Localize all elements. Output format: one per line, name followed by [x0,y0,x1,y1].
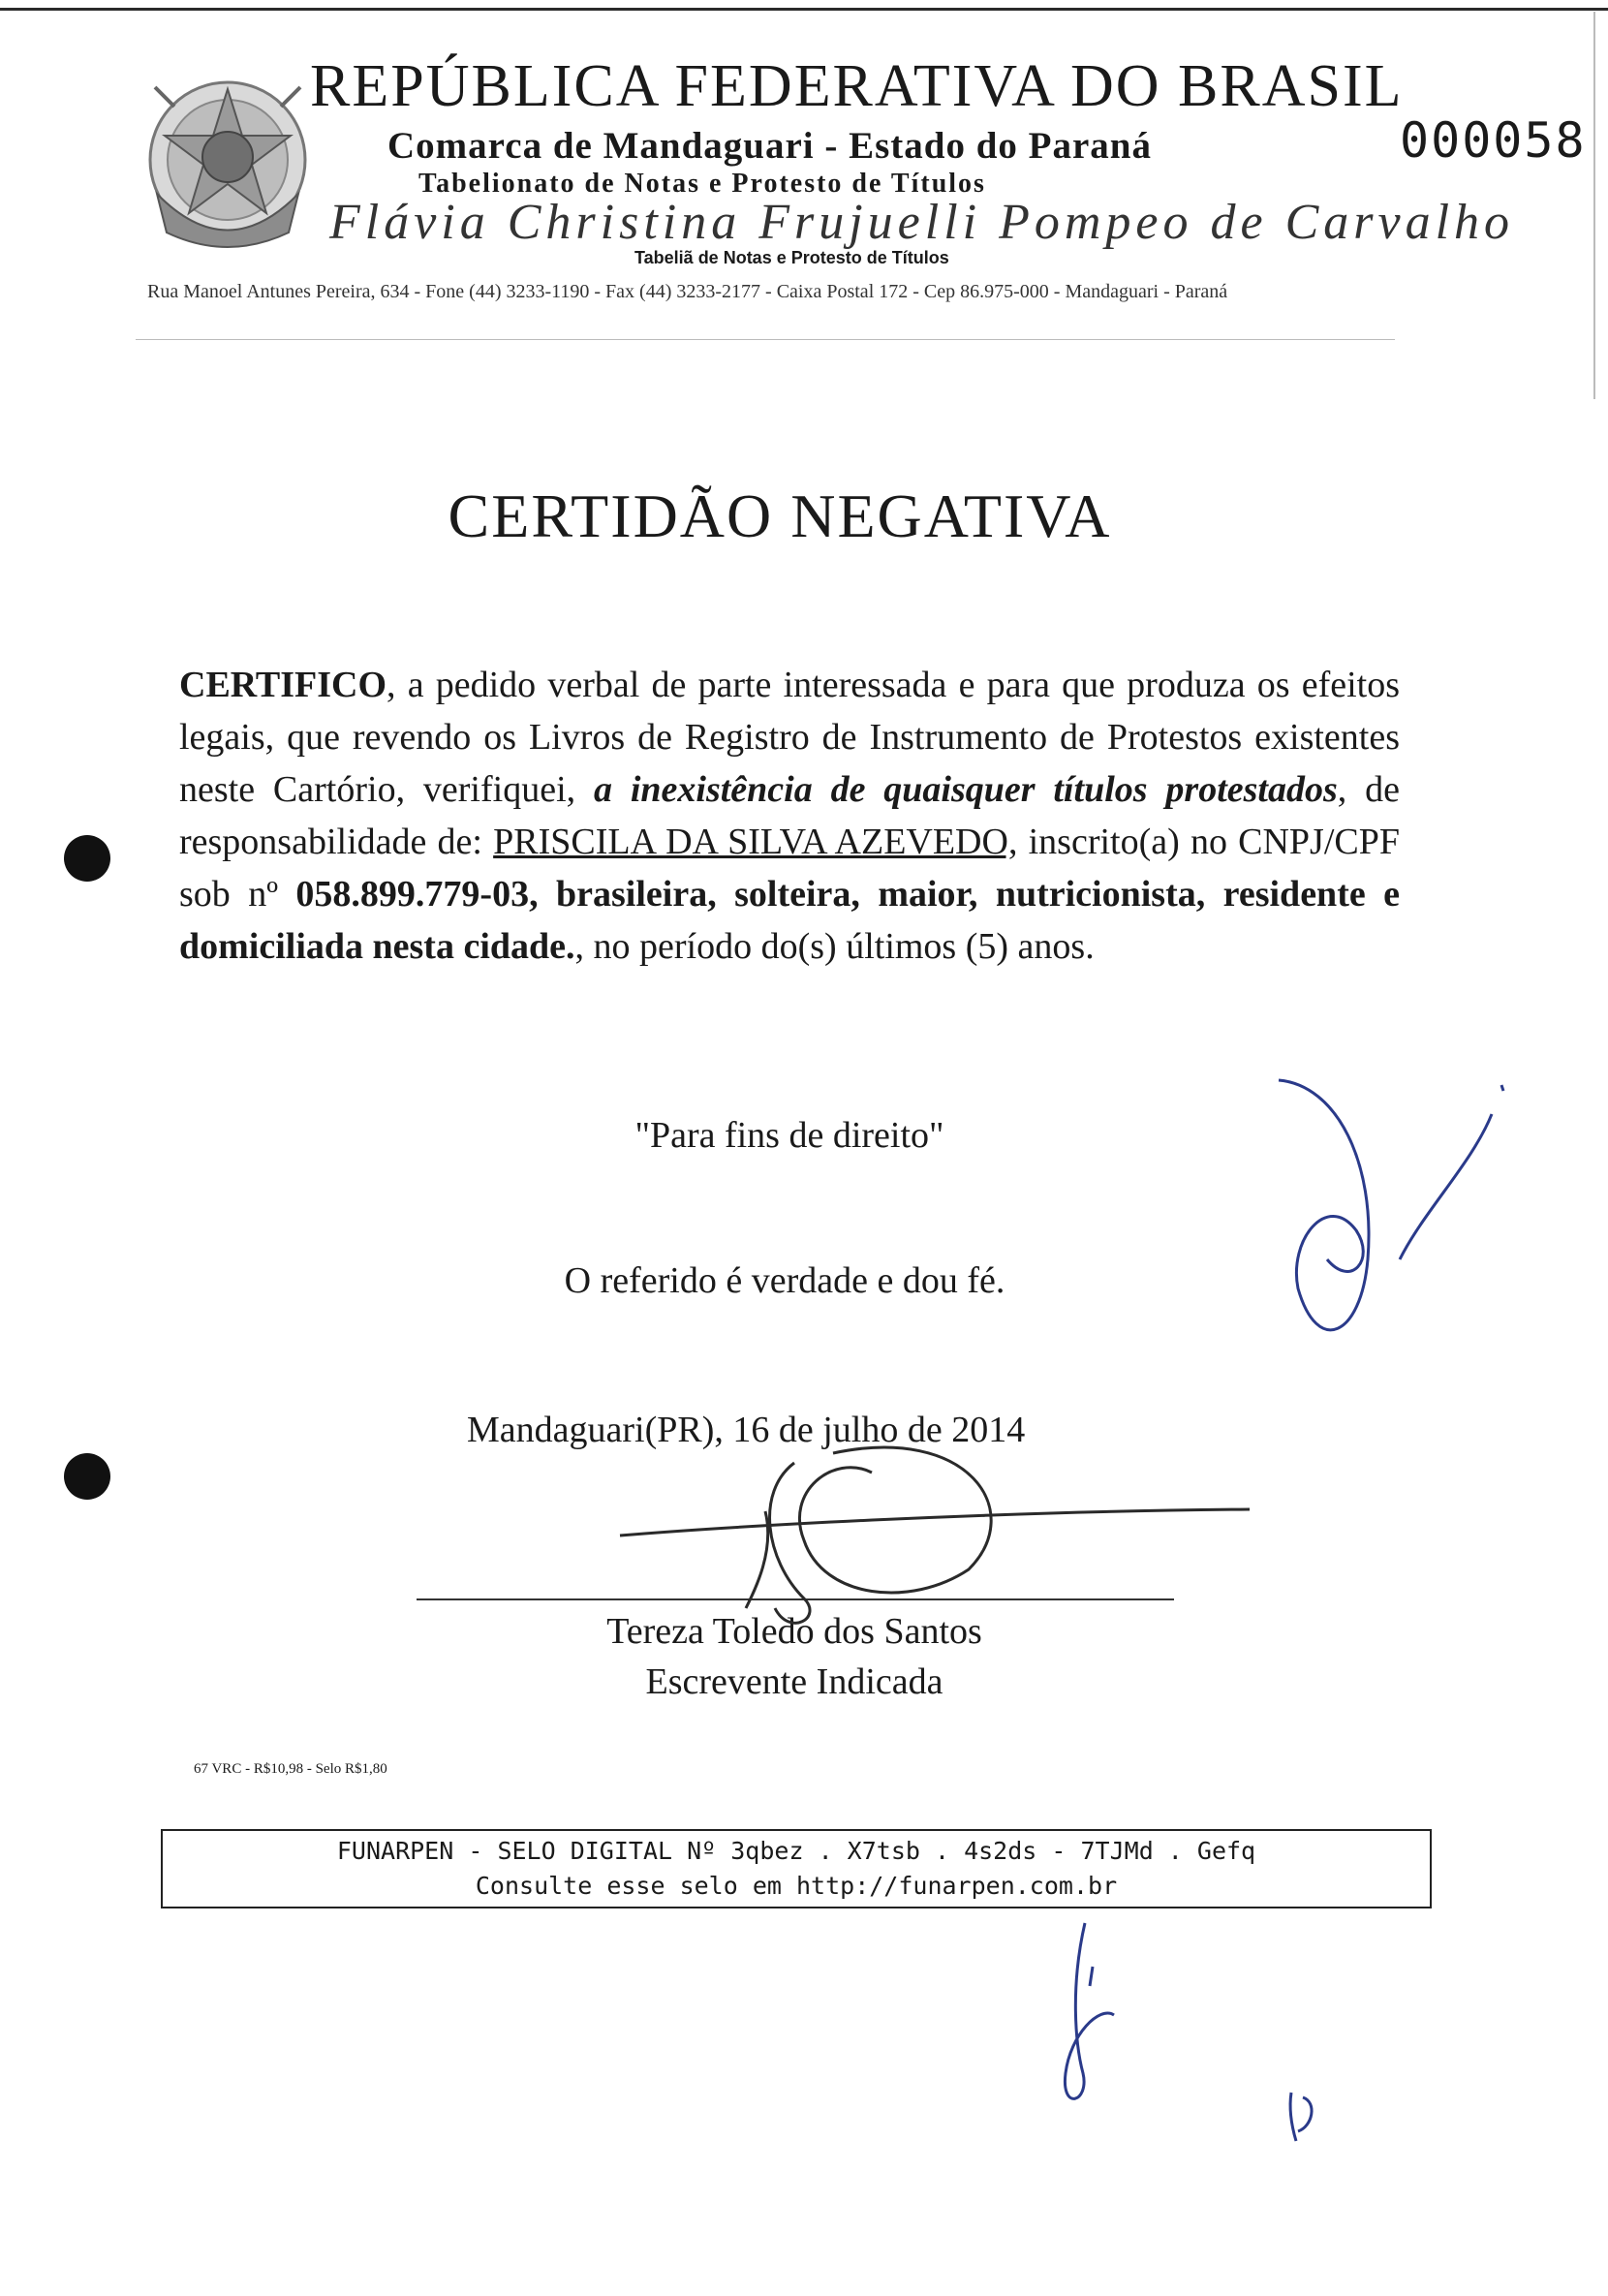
inexistence-statement: a inexistência de quaisquer títulos protestados [593,769,1338,810]
top-border-line [0,8,1608,11]
national-coat-of-arms-emblem [136,68,320,262]
notary-name-script: Flávia Christina Frujuelli Pompeo de Carvalho [329,195,1515,250]
body-text-part-4: , no período do(s) últimos (5) anos. [574,926,1095,967]
republic-title: REPÚBLICA FEDERATIVA DO BRASIL [310,53,1404,119]
body-text-part-1: , a pedido verbal de parte interessada e para que produza os efeitos legais, que revendo os Livros de Registro de Instrumento de Protestos existentes neste Cartório, verifiquei, [179,665,1400,810]
place-and-date: Mandaguari(PR), 16 de julho de 2014 [467,1410,1026,1450]
page-number: 000058 [1400,112,1587,169]
signature-scribble-icon [620,1447,1250,1623]
digital-seal-number: FUNARPEN - SELO DIGITAL Nº 3qbez . X7tsb . 4s2ds - 7TJMd . Gefq [336,1837,1256,1865]
digital-seal-url: Consulte esse selo em http://funarpen.com.br [475,1872,1118,1900]
notary-role: Tabeliã de Notas e Protesto de Títulos [634,248,949,267]
right-edge-line [1593,12,1595,399]
tabelionato-line: Tabelionato de Notas e Protesto de Títulos [418,169,986,199]
para-fins-de-direito: "Para fins de direito" [634,1115,944,1156]
punch-hole-bottom [64,1453,110,1500]
office-address: Rua Manoel Antunes Pereira, 634 - Fone (44) 3233-1190 - Fax (44) 3233-2177 - Caixa Postal 172 - Cep 86.975-000 - Mandaguari - Paraná [147,281,1228,302]
dou-fe-statement: O referido é verdade e dou fé. [564,1260,1005,1301]
person-details: 058.899.779-03, brasileira, solteira, maior, nutricionista, residente e domiciliada nesta cidade. [179,874,1400,967]
signature-line [417,1598,1174,1600]
body-text-part-3: inscrito(a) no CNPJ/CPF sob nº [179,822,1400,915]
signer-role: Escrevente Indicada [645,1661,943,1702]
document-title: CERTIDÃO NEGATIVA [448,481,1112,550]
certificate-body [179,659,1400,973]
certifico-keyword: CERTIFICO [179,665,387,705]
header-divider [136,339,1395,340]
signer-block [0,1606,1589,1707]
fees-line: 67 VRC - R$10,98 - Selo R$1,80 [194,1761,387,1777]
body-text-part-2: , de responsabilidade de: [179,769,1400,862]
punch-hole-top [64,835,110,882]
comarca-subtitle: Comarca de Mandaguari - Estado do Paraná [387,125,1152,167]
signer-name: Tereza Toledo dos Santos [606,1611,982,1652]
person-name: PRISCILA DA SILVA AZEVEDO, [493,822,1018,862]
bottom-rubric-icon [1065,1923,1114,2098]
digital-seal-box [161,1829,1432,1908]
initials-mark-icon [1290,2093,1312,2141]
